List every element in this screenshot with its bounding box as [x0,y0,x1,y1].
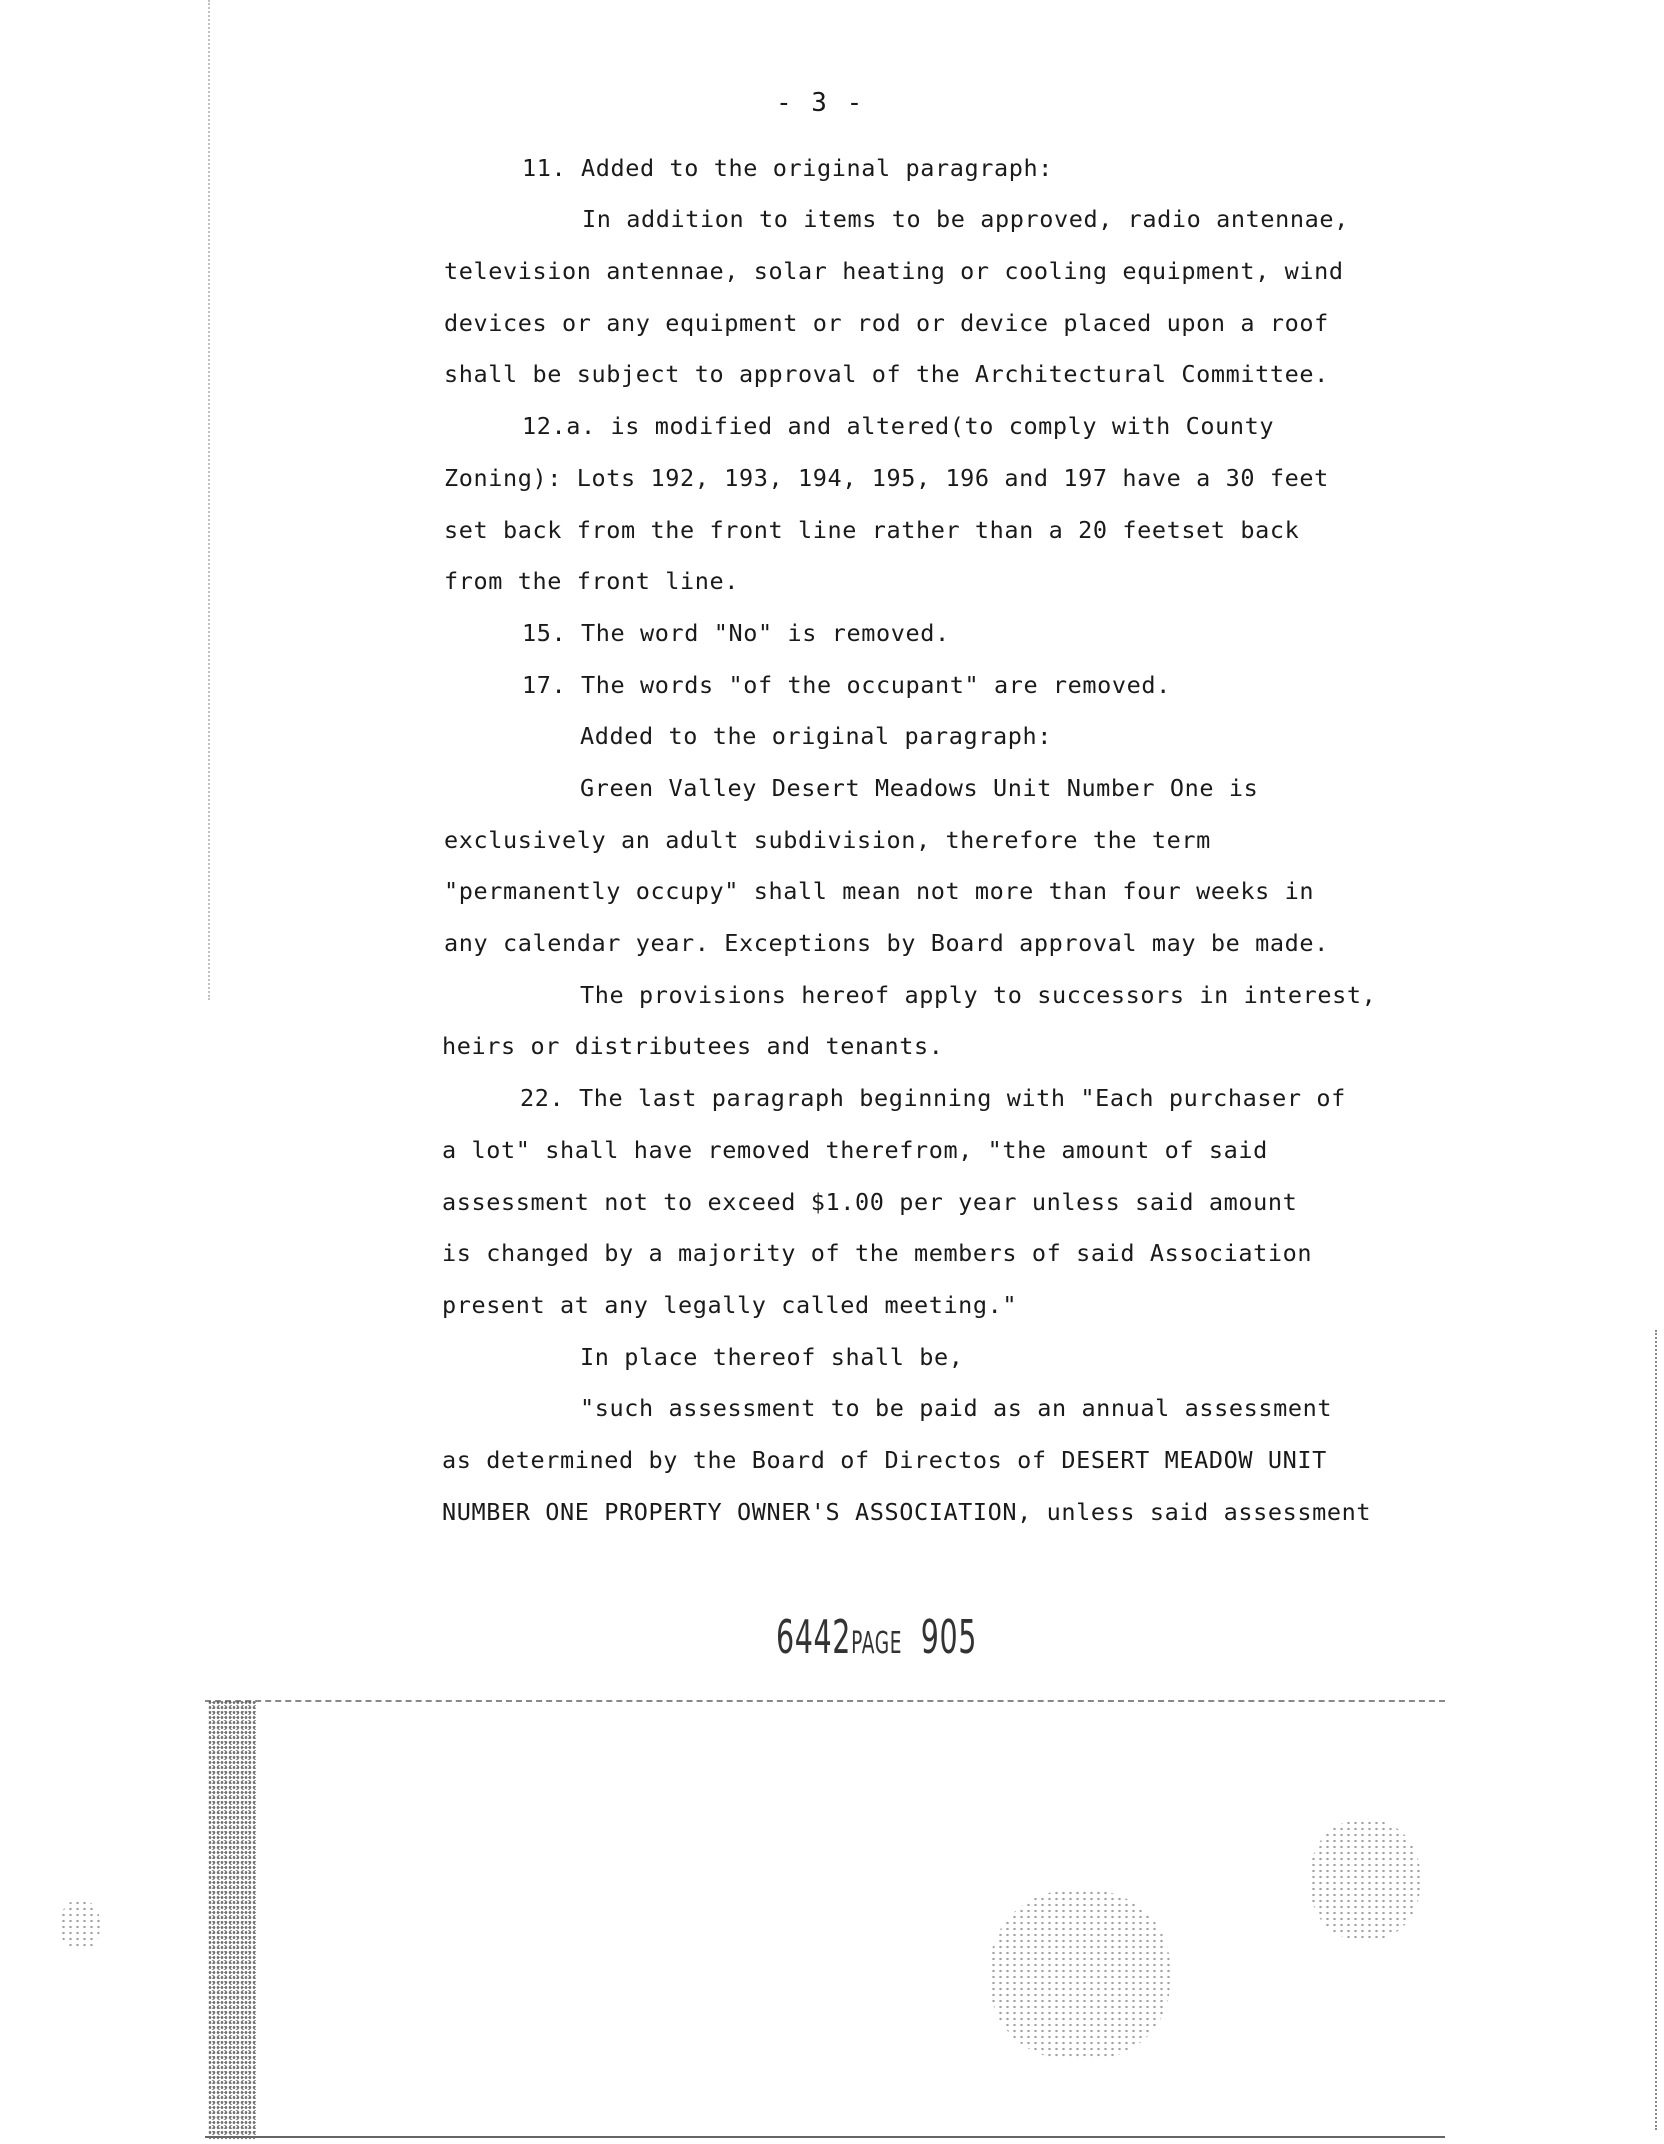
text-line: 15. The word "No" is removed. [522,619,950,647]
recording-stamp [776,1610,977,1664]
text-line: from the front line. [444,567,739,595]
scan-noise-blob [60,1900,100,1950]
text-line: as determined by the Board of Directos of DESERT MEADOW UNIT [442,1446,1327,1474]
text-line: heirs or distributees and tenants. [442,1032,944,1060]
stamp-page-number: 905 [920,1610,978,1664]
text-line: In place thereof shall be, [580,1343,964,1371]
text-line: a lot" shall have removed therefrom, "the amount of said [442,1136,1268,1164]
text-line: set back from the front line rather than a 20 feetset back [444,516,1300,544]
text-line: is changed by a majority of the members of said Association [442,1239,1313,1267]
text-line: Zoning): Lots 192, 193, 194, 195, 196 and 197 have a 30 feet [444,464,1329,492]
text-line: 12.a. is modified and altered(to comply with County [522,412,1275,440]
text-line: devices or any equipment or rod or device placed upon a roof [444,309,1329,337]
text-line: assessment not to exceed $1.00 per year unless said amount [442,1188,1298,1216]
text-line: any calendar year. Exceptions by Board approval may be made. [444,929,1329,957]
text-line: Green Valley Desert Meadows Unit Number One is [580,774,1259,802]
text-line: 11. Added to the original paragraph: [522,154,1053,182]
bottom-rule [205,2136,1445,2138]
text-line: "permanently occupy" shall mean not more than four weeks in [444,877,1315,905]
scan-noise-edge [208,1700,256,2140]
stamp-page-marker: PAGE [851,1626,903,1661]
text-line: In addition to items to be approved, radio antennae, [582,205,1349,233]
scan-noise-blob [1310,1820,1420,1940]
text-line: 22. The last paragraph beginning with "Each purchaser of [520,1084,1346,1112]
scan-noise-blob [990,1890,1170,2060]
text-line: Added to the original paragraph: [580,722,1052,750]
text-line: NUMBER ONE PROPERTY OWNER'S ASSOCIATION, unless said assessment [442,1498,1372,1526]
text-line: shall be subject to approval of the Architectural Committee. [444,360,1329,388]
stamp-book-number: 6442 [776,1610,852,1664]
page-number: - 3 - [776,88,865,118]
text-line: television antennae, solar heating or cooling equipment, wind [444,257,1344,285]
scan-noise-area [205,1700,1445,2142]
scan-margin-marks [208,0,216,1000]
text-line: present at any legally called meeting." [442,1291,1018,1319]
text-line: exclusively an adult subdivision, therefore the term [444,826,1211,854]
text-line: 17. The words "of the occupant" are removed. [522,671,1171,699]
text-line: The provisions hereof apply to successors in interest, [580,981,1377,1009]
scan-edge-marks [1655,1330,1659,2130]
text-line: "such assessment to be paid as an annual assessment [580,1394,1333,1422]
